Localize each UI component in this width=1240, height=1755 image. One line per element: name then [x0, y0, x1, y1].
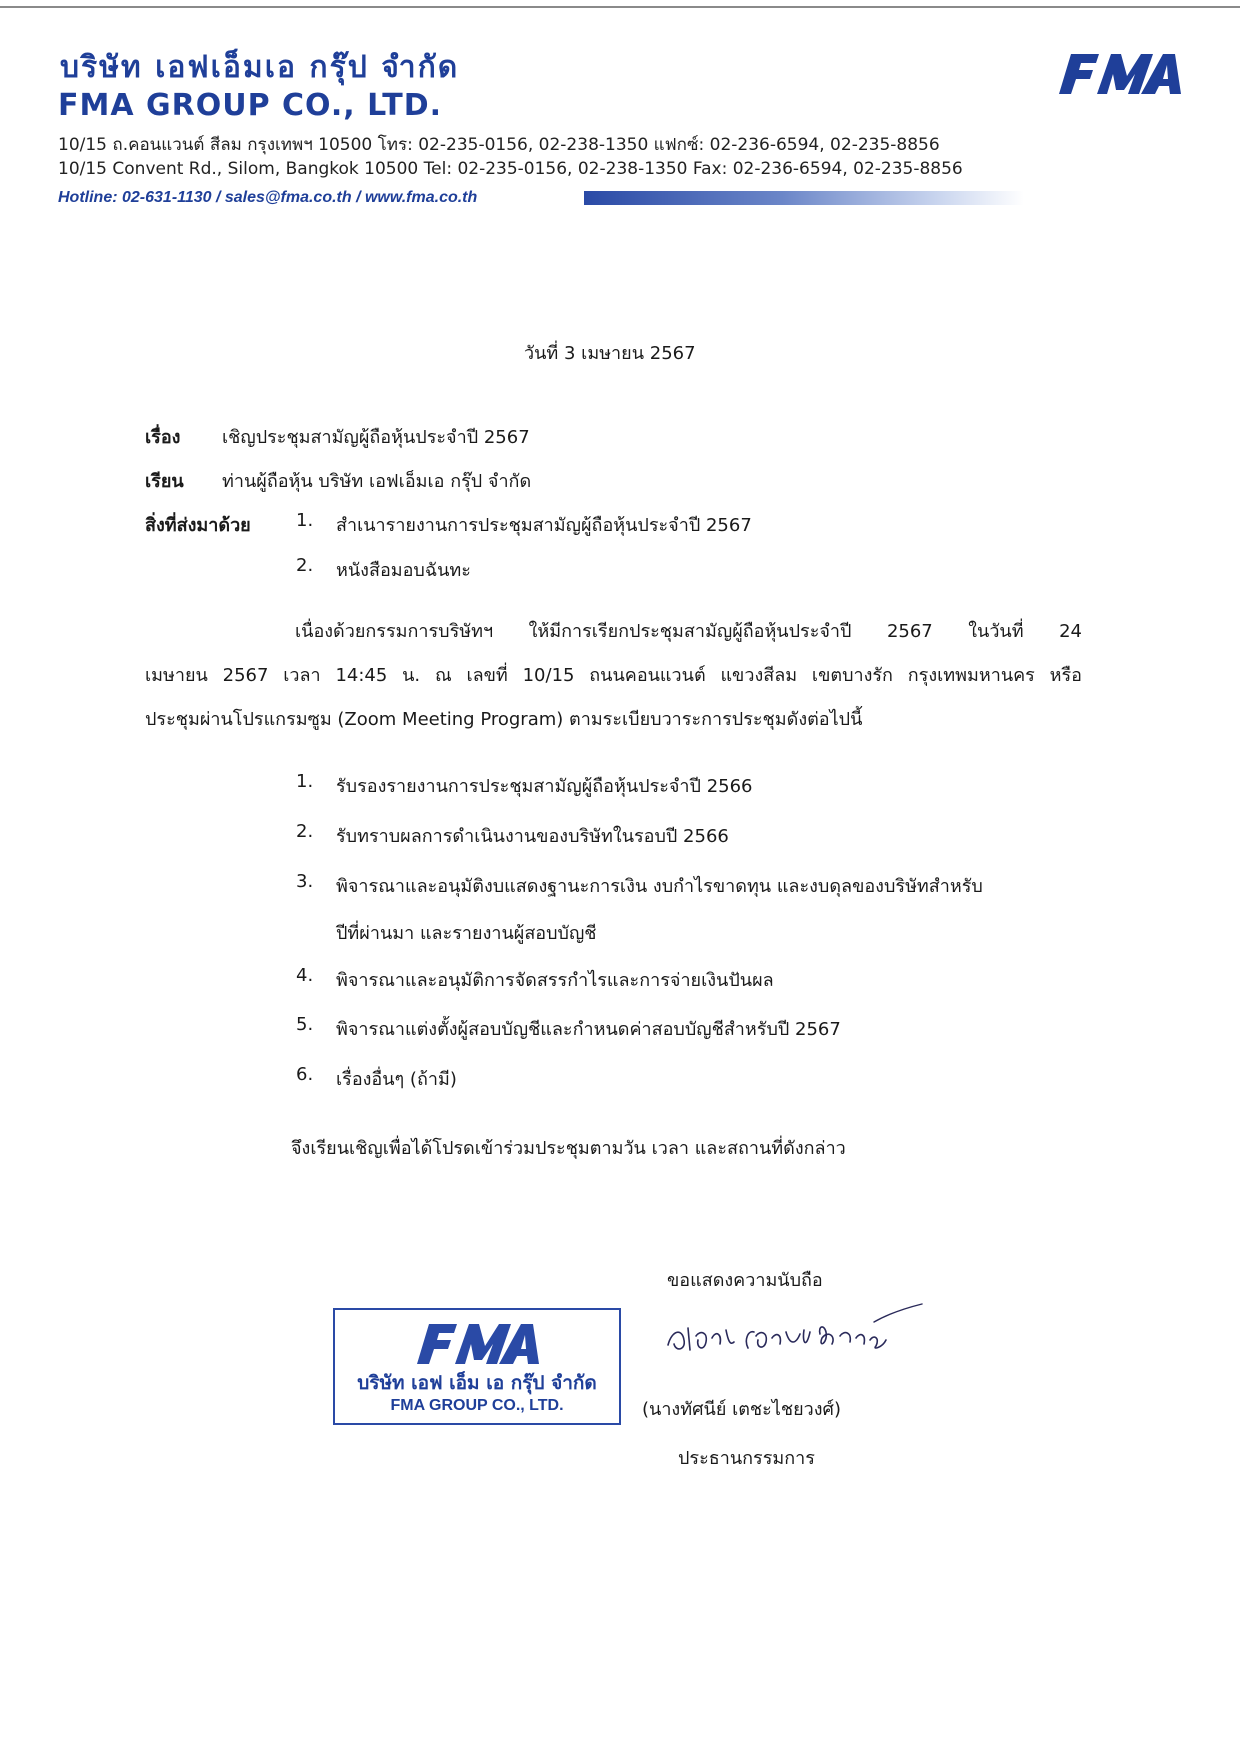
body-line: ประชุมผ่านโปรแกรมซูม (Zoom Meeting Program) ตามระเบียบวาระการประชุมดังต่อไปนี้ [145, 709, 863, 730]
agenda-number: 2. [296, 821, 314, 842]
agenda-item: พิจารณาแต่งตั้งผู้สอบบัญชีและกำหนดค่าสอบบัญชีสำหรับปี 2567 [336, 1019, 841, 1040]
company-name-english: FMA GROUP CO., LTD. [58, 88, 443, 123]
subject-text: เชิญประชุมสามัญผู้ถือหุ้นประจำปี 2567 [222, 427, 530, 448]
header-gradient-bar [584, 191, 1024, 205]
signoff-regards: ขอแสดงความนับถือ [667, 1270, 823, 1291]
enclosure-num: 2. [296, 555, 314, 576]
signatory-name: (นางทัศนีย์ เตชะไชยวงศ์) [642, 1399, 841, 1420]
body-line: เมษายน 2567 เวลา 14:45 น. ณ เลขที่ 10/15 ถนนคอนแวนต์ แขวงสีลม เขตบางรัก กรุงเทพมหานคร หรือ [145, 665, 1082, 686]
enclosure-text: สำเนารายงานการประชุมสามัญผู้ถือหุ้นประจำปี 2567 [336, 515, 752, 536]
agenda-item-continued: ปีที่ผ่านมา และรายงานผู้สอบบัญชี [336, 923, 597, 944]
body-paragraph [145, 616, 1082, 736]
agenda-number: 6. [296, 1064, 314, 1085]
address-thai: 10/15 ถ.คอนแวนต์ สีลม กรุงเทพฯ 10500 โทร: 02-235-0156, 02-238-1350 แฟกซ์: 02-236-6594, 02-235-8856 [58, 135, 940, 155]
agenda-number: 5. [296, 1014, 314, 1035]
enclosure-text: หนังสือมอบฉันทะ [336, 560, 471, 581]
letter-date: วันที่ 3 เมษายน 2567 [524, 343, 696, 364]
company-stamp [333, 1308, 621, 1425]
stamp-company-thai: บริษัท เอฟ เอ็ม เอ กรุ๊ป จำกัด [357, 1372, 597, 1394]
recipient-text: ท่านผู้ถือหุ้น บริษัท เอฟเอ็มเอ กรุ๊ป จำกัด [222, 471, 532, 492]
signatory-position: ประธานกรรมการ [678, 1448, 815, 1469]
fma-logo [1057, 52, 1183, 96]
recipient-label: เรียน [145, 471, 184, 492]
agenda-item: พิจารณาและอนุมัติการจัดสรรกำไรและการจ่ายเงินปันผล [336, 970, 774, 991]
agenda-item: เรื่องอื่นๆ (ถ้ามี) [336, 1069, 457, 1090]
agenda-number: 1. [296, 771, 314, 792]
agenda-item: พิจารณาและอนุมัติงบแสดงฐานะการเงิน งบกำไรขาดทุน และงบดุลของบริษัทสำหรับ [336, 876, 983, 897]
body-line: เนื่องด้วยกรรมการบริษัทฯ ให้มีการเรียกประชุมสามัญผู้ถือหุ้นประจำปี 2567 ในวันที่ 24 [295, 621, 1082, 642]
top-rule [0, 6, 1240, 8]
agenda-item: รับทราบผลการดำเนินงานของบริษัทในรอบปี 2566 [336, 826, 729, 847]
closing-sentence: จึงเรียนเชิญเพื่อได้โปรดเข้าร่วมประชุมตามวัน เวลา และสถานที่ดังกล่าว [291, 1138, 846, 1159]
address-english: 10/15 Convent Rd., Silom, Bangkok 10500 Tel: 02-235-0156, 02-238-1350 Fax: 02-236-6594, 02-235-8856 [58, 159, 963, 179]
agenda-item: รับรองรายงานการประชุมสามัญผู้ถือหุ้นประจำปี 2566 [336, 776, 753, 797]
enclosure-num: 1. [296, 510, 314, 531]
hotline-line: Hotline: 02-631-1130 / sales@fma.co.th / www.fma.co.th [58, 189, 478, 206]
company-name-thai: บริษัท เอฟเอ็มเอ กรุ๊ป จำกัด [60, 50, 460, 85]
agenda-number: 4. [296, 965, 314, 986]
stamp-fma-logo [415, 1322, 541, 1366]
subject-label: เรื่อง [145, 427, 181, 448]
stamp-company-english: FMA GROUP CO., LTD. [390, 1397, 564, 1414]
handwritten-signature [660, 1300, 932, 1370]
agenda-number: 3. [296, 871, 314, 892]
enclosures-label: สิ่งที่ส่งมาด้วย [145, 515, 251, 536]
